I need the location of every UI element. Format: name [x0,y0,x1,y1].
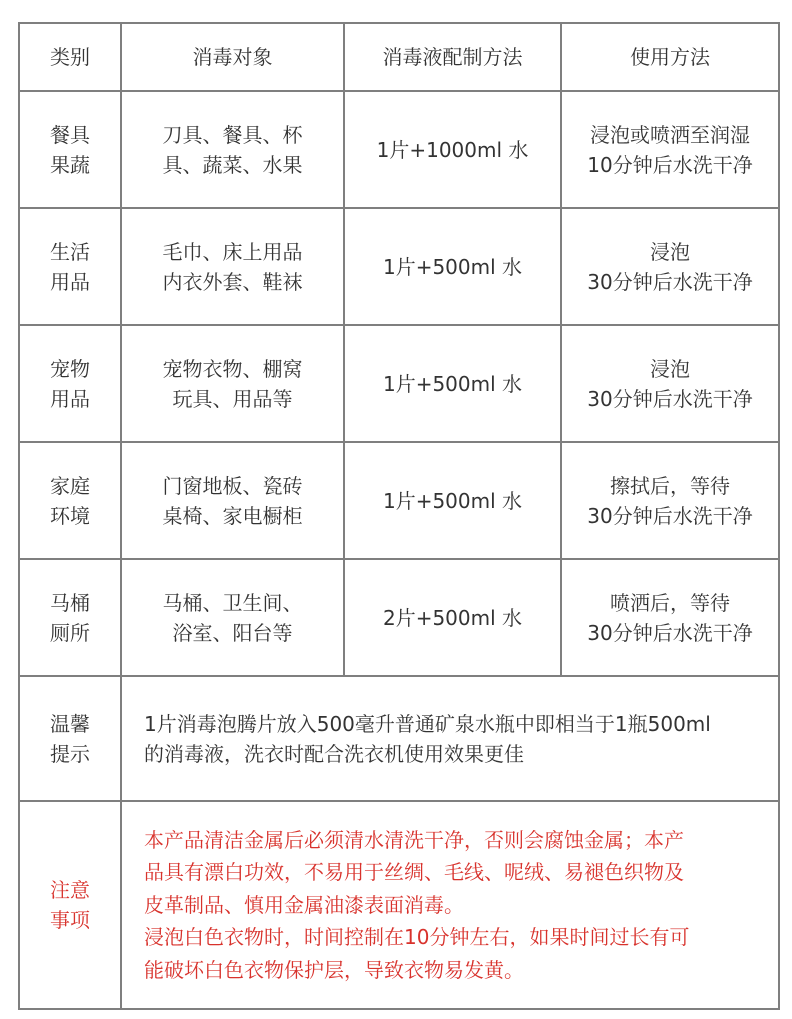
targets-cell: 宠物衣物、棚窝 玩具、用品等 [121,325,344,442]
preparation-cell: 2片+500ml 水 [344,559,561,676]
header-preparation: 消毒液配制方法 [344,23,561,91]
targets-cell: 刀具、餐具、杯 具、蔬菜、水果 [121,91,344,208]
usage-cell: 浸泡或喷洒至润湿 10分钟后水洗干净 [561,91,779,208]
warning-text-cell: 本产品清洁金属后必须清水清洗干净，否则会腐蚀金属；本产 品具有漂白功效，不易用于丝绸、毛线、呢绒、易褪色织物及 皮革制品、慎用金属油漆表面消毒。 浸泡白色衣物时，时间控制在10分钟左右，如果时间过长有可 能破坏白色衣物保护层，导致衣物易发黄。 [121,801,779,1009]
table-row [19,325,779,442]
warning-label-cell: 注意 事项 [19,801,121,1009]
table-row [19,559,779,676]
category-cell: 马桶 厕所 [19,559,121,676]
category-cell: 餐具 果蔬 [19,91,121,208]
table-row [19,91,779,208]
table-row [19,208,779,325]
usage-cell: 浸泡 30分钟后水洗干净 [561,208,779,325]
preparation-cell: 1片+500ml 水 [344,208,561,325]
category-cell: 家庭 环境 [19,442,121,559]
disinfection-table [18,22,780,1010]
usage-cell: 喷洒后，等待 30分钟后水洗干净 [561,559,779,676]
header-category: 类别 [19,23,121,91]
category-cell: 生活 用品 [19,208,121,325]
header-usage: 使用方法 [561,23,779,91]
targets-cell: 毛巾、床上用品 内衣外套、鞋袜 [121,208,344,325]
header-targets: 消毒对象 [121,23,344,91]
preparation-cell: 1片+500ml 水 [344,325,561,442]
preparation-cell: 1片+1000ml 水 [344,91,561,208]
warning-row [19,801,779,1009]
preparation-cell: 1片+500ml 水 [344,442,561,559]
disinfection-usage-document [18,22,780,1010]
usage-cell: 浸泡 30分钟后水洗干净 [561,325,779,442]
header-row [19,23,779,91]
category-cell: 宠物 用品 [19,325,121,442]
tip-text-cell: 1片消毒泡腾片放入500毫升普通矿泉水瓶中即相当于1瓶500ml 的消毒液，洗衣时配合洗衣机使用效果更佳 [121,676,779,801]
tip-label-cell: 温馨 提示 [19,676,121,801]
targets-cell: 门窗地板、瓷砖 桌椅、家电橱柜 [121,442,344,559]
usage-cell: 擦拭后，等待 30分钟后水洗干净 [561,442,779,559]
table-row [19,442,779,559]
targets-cell: 马桶、卫生间、 浴室、阳台等 [121,559,344,676]
tip-row [19,676,779,801]
